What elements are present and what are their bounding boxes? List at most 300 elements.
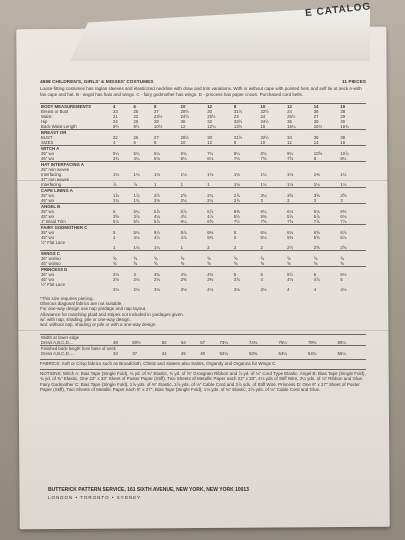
row-label: ½" Flat Lace [41, 281, 65, 287]
table-cell: 3⅝ [313, 192, 320, 198]
table-cell: 4½ [153, 234, 160, 240]
table-cell: 25 [133, 134, 139, 140]
row-label: Breast or Bust [41, 108, 69, 114]
table-cell: 5¼ [180, 155, 187, 161]
table-cell: 5½ [133, 218, 140, 224]
table-cell: 33 [113, 350, 118, 356]
table-cell: 14 [313, 139, 319, 145]
table-cell: 6⅞ [340, 229, 347, 235]
table-cell: 5⅛ [133, 229, 140, 235]
table-cell: ⅝ [113, 255, 117, 261]
table-cell: 22 [113, 134, 118, 140]
table-cell: 1¾ [113, 197, 119, 203]
table-cell: 2⅜ [180, 276, 187, 282]
table-cell: 38 [340, 134, 346, 140]
table-cell: 6 [132, 103, 152, 109]
table-cell: 27 [153, 134, 159, 140]
table-cell: 1 [113, 244, 116, 250]
table-cell: 6¾ [180, 150, 187, 156]
table-cell: 1 [180, 181, 183, 187]
table-cell: 8¼ [233, 150, 240, 156]
table-cell: 5⅛ [153, 155, 160, 161]
row-label: 45" wo [41, 197, 54, 203]
table-cell: ⅝ [313, 260, 318, 266]
table-cell: 3¾ [153, 271, 160, 277]
table-cell: 1⅜ [313, 171, 320, 177]
table-cell: 34½ [260, 118, 269, 124]
table-cell: ⅝ [133, 260, 138, 266]
note-plaid: Allowance for matching plaid and stripes not included in yardages given. [40, 311, 184, 317]
table-cell: 1⅛ [233, 181, 240, 187]
table-cell: 3⅜ [207, 276, 214, 282]
table-cell: ⅝ [180, 255, 185, 261]
row-label: PRINCESS D [40, 266, 112, 272]
table-cell: 4 [113, 139, 116, 145]
table-cell: 5⅛ [260, 234, 267, 240]
table-cell: 29 [340, 113, 346, 119]
table-cell: 6⅛ [207, 155, 214, 161]
table-cell: 4 [112, 103, 132, 109]
table-cell: 4⅛ [287, 276, 294, 282]
table-cell: ⅝ [260, 255, 265, 261]
row-label: 37" non woven [41, 176, 70, 182]
row-label: CAPE LINING A [40, 187, 112, 193]
pattern-title: 4698 CHILDREN'S, GIRLS' & MISSES' COSTUMES [40, 80, 154, 85]
table-cell: 25½ [207, 113, 216, 119]
row-label: HAT INTERFACING A [40, 161, 112, 167]
table-cell: 23½ [153, 113, 163, 119]
table-cell: 1⅛ [133, 171, 140, 177]
table-cell: 3 [133, 271, 136, 277]
table-cell: 7½ [233, 218, 240, 224]
table-cell: 5 [113, 208, 116, 214]
table-cell: 4¾ [207, 271, 214, 277]
table-cell: 73¼ [219, 339, 228, 345]
table-cell: ⅝ [113, 260, 117, 266]
table-cell: 50½ [132, 339, 141, 345]
table-cell: 10 [180, 139, 186, 145]
table-cell: 4⅞ [180, 234, 187, 240]
table-cell: 2⅛ [113, 276, 119, 282]
table-cell: 16 [340, 139, 346, 145]
table-cell: 3⅝ [287, 192, 294, 198]
row-label [40, 287, 112, 292]
table-cell: 3⅛ [180, 286, 187, 292]
row-label: Waist [41, 113, 52, 119]
table-cell: 6¼ [260, 208, 267, 214]
table-cell: 4 [287, 286, 290, 292]
table-cell: 2½ [153, 192, 160, 198]
catalog-title: E CATALOG [304, 1, 372, 20]
measure-heading: Width at lower edge [40, 334, 366, 340]
table-cell: 31½ [233, 134, 243, 140]
table-cell: 2¾ [207, 192, 214, 198]
table-cell: 5 [340, 276, 343, 282]
table-cell: 7⅝ [287, 155, 294, 161]
table-cell: 10½ [153, 123, 163, 129]
table-cell: 12 [287, 139, 292, 145]
row-label: 1" Braid Trim [41, 218, 66, 224]
table-cell: 3⅞ [233, 276, 240, 282]
table-cell: 16¼ [287, 123, 296, 129]
table-cell: 32½ [260, 108, 269, 114]
table-cell: 1¼ [340, 171, 347, 177]
table-cell: 62 [161, 339, 167, 345]
table-cell: 25 [133, 108, 139, 114]
table-cell: 53¾ [249, 350, 258, 356]
table-cell: ⅝ [207, 260, 211, 266]
table-cell: 1 [153, 181, 157, 187]
table-cell: 1¼ [260, 171, 267, 177]
row-label: 45" wo [41, 155, 54, 161]
table-cell: 1⅛ [313, 181, 320, 187]
table-cell: 1¼ [153, 244, 160, 250]
table-cell: 6⅛ [260, 229, 267, 235]
table-cell: 4¼ [153, 213, 160, 219]
table-cell: ⅝ [260, 260, 265, 266]
table-cell: 37 [132, 350, 138, 356]
row-label: ANGEL B [40, 203, 112, 209]
table-cell: 24½ [180, 113, 189, 119]
table-cell: 23 [113, 108, 118, 114]
note-with-nap: w/: with nap, shading, pile or one-way design. [40, 317, 131, 323]
row-label: 35" wo [41, 150, 54, 156]
table-cell: 7⅞ [340, 218, 347, 224]
table-cell: 1⅛ [233, 171, 240, 177]
table-cell: 2⅛ [153, 197, 160, 203]
table-cell: 10⅝ [313, 150, 323, 156]
table-cell: 22 [133, 113, 139, 119]
table-cell: 28 [153, 118, 159, 124]
table-cell: 27 [313, 113, 319, 119]
table-cell: 36 [313, 108, 319, 114]
row-label: Back Waist Length [41, 123, 77, 129]
table-cell: ⅝ [287, 255, 291, 261]
table-cell: 14 [313, 103, 340, 109]
table-cell: ⅞ [133, 181, 138, 187]
table-cell: 12 [206, 103, 233, 109]
table-cell: 4⅛ [207, 286, 214, 292]
row-label: Interfacing [41, 181, 62, 187]
row-label: 45" wo [41, 276, 54, 282]
table-cell: 6⅜ [340, 208, 347, 214]
table-cell: 4⅛ [340, 286, 347, 292]
table-cell: 12 [180, 123, 186, 129]
table-cell: 4½ [180, 213, 187, 219]
table-cell: 25½ [287, 113, 296, 119]
table-cell: 8½ [113, 123, 119, 129]
table-cell: 10 [259, 103, 286, 109]
row-label: 45" wo/wo [41, 260, 61, 266]
table-cell: 74¾ [249, 339, 258, 345]
table-cell: 3¼ [260, 192, 267, 198]
row-label: WITCH A [40, 145, 112, 151]
table-cell: ⅝ [313, 255, 318, 261]
table-cell: 53¼ [219, 350, 228, 356]
table-cell: 4⅞ [207, 213, 214, 219]
table-cell: 5⅞ [313, 213, 320, 219]
table-cell: 13½ [233, 123, 243, 129]
table-cell: 5⅞ [287, 213, 294, 219]
row-label: BUST [41, 134, 53, 140]
table-cell: 3⅝ [340, 192, 347, 198]
table-cell: 36 [313, 134, 319, 140]
row-label: 35" wo [41, 192, 54, 198]
row-label: Hip [41, 118, 48, 124]
row-label: ½" Flat Lace [41, 239, 65, 245]
table-cell: 5⅜ [260, 213, 267, 219]
table-cell: 30 [207, 134, 212, 140]
table-cell: 6⅜ [233, 208, 240, 214]
table-cell: 1⅛ [153, 171, 160, 177]
row-label: FAIRY GODMOTHER C [40, 224, 112, 230]
yardage-table [40, 103, 366, 292]
table-cell: 8 [153, 103, 180, 109]
table-cell: 34 [287, 134, 292, 140]
table-cell: 24 [113, 118, 118, 124]
table-cell: 3⅛ [233, 286, 240, 292]
note-one-way: For one-way design use nap yardage and nap layout. [40, 306, 147, 312]
table-cell: 5⅞ [153, 208, 160, 214]
table-cell: 8 [313, 155, 317, 161]
table-cell: 10⅞ [340, 150, 349, 156]
table-cell: 23 [233, 113, 239, 119]
table-cell: 5⅞ [340, 234, 347, 240]
table-cell: 8¾ [260, 150, 267, 156]
table-cell: 3⅝ [113, 213, 119, 219]
table-cell: 7⅜ [260, 155, 267, 161]
table-cell: 5 [260, 271, 263, 277]
table-cell: 9½ [133, 123, 140, 129]
table-cell: 31½ [233, 108, 243, 114]
table-cell: 1⅛ [207, 171, 214, 177]
table-cell: 4 [260, 276, 263, 282]
publisher-footer [48, 487, 368, 500]
note-piecing: *This size requires piecing. [40, 295, 94, 301]
table-cell: 2⅛ [133, 276, 140, 282]
table-cell: 2 [233, 244, 237, 250]
row-label: Dress A,B,C,D..... [41, 350, 75, 356]
pattern-pieces: 11 PIECES [342, 80, 366, 85]
table-cell: 9¼ [287, 150, 294, 156]
table-cell: 3 [313, 197, 317, 203]
table-cell: ⅝ [340, 260, 344, 266]
table-cell: 8 [233, 139, 237, 145]
table-cell: 16¾ [340, 123, 349, 129]
table-cell: 1⅛ [180, 171, 187, 177]
table-cell: 1⅛ [340, 181, 347, 187]
table-cell: 38 [313, 118, 319, 124]
table-cell: 6⅛ [313, 208, 320, 214]
table-cell: 76¼ [278, 339, 287, 345]
table-cell: 12 [207, 139, 212, 145]
table-cell: 4⅛ [133, 234, 140, 240]
table-cell: 1⅞ [113, 192, 119, 198]
table-cell: 6⅝ [207, 218, 214, 224]
table-cell: 5 [233, 234, 237, 240]
table-cell: 32½ [260, 134, 269, 140]
row-label: 35" wo [41, 208, 54, 214]
table-cell: 30 [180, 118, 186, 124]
table-cell: 54¾ [308, 350, 317, 356]
table-cell: 2⅛ [113, 286, 119, 292]
table-cell: 2⅛ [133, 286, 140, 292]
table-cell: 40 [340, 118, 346, 124]
table-cell: 55¼ [337, 350, 346, 356]
table-cell: 1⅛ [113, 171, 119, 177]
table-cell: 12¾ [207, 123, 216, 129]
row-label: Interfacing [41, 171, 62, 177]
table-cell: 5½ [153, 229, 160, 235]
table-cell: ⅝ [133, 255, 138, 261]
table-cell: 2⅝ [340, 244, 347, 250]
table-cell: 5⅞ [153, 218, 160, 224]
table-cell: 64 [181, 339, 186, 345]
table-cell: ⅝ [233, 260, 238, 266]
table-cell: 6 [133, 139, 136, 145]
table-cell: 12 [286, 103, 313, 109]
row-label: 35" wo/wo [41, 255, 61, 261]
table-cell: 6⅞ [207, 208, 214, 214]
table-cell: 3⅞ [133, 213, 140, 219]
table-cell: 6⅛ [340, 271, 347, 277]
table-cell: 6 [233, 229, 237, 235]
table-cell: 8¼ [340, 155, 347, 161]
table-cell: ⅝ [180, 260, 185, 266]
table-cell: 48 [113, 339, 118, 345]
table-cell: 10 [260, 139, 266, 145]
width-table [40, 334, 366, 356]
table-cell: 15 [260, 123, 266, 129]
row-label: 35" wo [41, 229, 54, 235]
row-label: SIZES [41, 139, 54, 145]
row-label: WINGS C [40, 250, 112, 256]
table-cell: 30 [207, 108, 212, 114]
table-cell: 16½ [313, 123, 323, 129]
table-cell: 28½ [180, 108, 189, 114]
table-cell: 7⅝ [260, 218, 267, 224]
table-cell: 5 [113, 229, 116, 235]
row-label: Dress A,B,C,D.... [41, 339, 74, 345]
table-cell: 5¼ [113, 150, 119, 156]
table-cell: 67 [200, 339, 206, 345]
row-label: BREAST OR [40, 129, 112, 135]
table-cell: 2⅝ [180, 192, 187, 198]
table-cell: 6⅜ [207, 229, 214, 235]
table-cell: 6¼ [180, 218, 187, 224]
table-cell: 1⅛ [287, 171, 294, 177]
table-cell: 4 [313, 286, 317, 292]
table-cell: 5⅞ [180, 208, 187, 214]
table-cell: ⅝ [233, 255, 238, 261]
pattern-info [40, 80, 366, 392]
table-cell: 4¾ [180, 271, 187, 277]
table-cell: 5⅛ [113, 218, 119, 224]
table-cell: 49 [200, 350, 206, 356]
publisher-address: BUTTERICK PATTERN SERVICE, 161 SIXTH AVENUE, NEW YORK, NEW YORK 10013 [48, 487, 249, 493]
table-cell: 2 [207, 244, 210, 250]
row-label: BODY MEASUREMENTS [40, 103, 112, 109]
notions-text: NOTIONS: Witch A: Bias Tape (Single Fold), ¾ yd. of ⅜" Elastic, ¾ yd. of ⅝" Grosgrain Ribbon and ⅞ yd. of ⅛" Cord Type Elastic. Angel B: Bias Tape (Single Fold), ¾ yd. of ⅜" Elastic, One 22" x 33" Sheet of Poster Paper (Stiff), Two Sheets of Metallic Paper each 22" x 33", 4⅛ yds of Stiff Wire, 3¼ yds. of ⅛" Ribbon and Glue. Fairy Godmother C: Bias Tape (Single Fold), 1⅞ yds. of ⅜" Elastic, 2⅞ yds. of ⅛" Cable Cord and 2⅞ yds. of Stiff Wire. Princess D: One 6" x 27" Sheet of Poster Paper (Stiff), Two Sheets of Metallic Paper each 6" x 27", Bias Tape (Single Fold), 1⅛ yds. of ⅜" Elastic, 2⅞ yds. of ⅛" Cable Cord and Glue. [40, 370, 366, 392]
table-cell: 78¾ [308, 339, 317, 345]
row-label: 45" wo [41, 213, 54, 219]
table-cell: 3 [340, 197, 343, 203]
table-cell: 16 [339, 103, 366, 109]
table-cell: 6¼ [153, 150, 160, 156]
table-cell: 5¼ [133, 208, 140, 214]
table-cell: 6⅛ [287, 208, 294, 214]
table-cell: 3¾ [113, 155, 119, 161]
table-cell: 1 [180, 244, 183, 250]
table-cell: 7¼ [207, 150, 214, 156]
table-cell: 80¼ [337, 339, 346, 345]
row-label: 45" wo [41, 234, 54, 240]
table-cell: 1⅞ [133, 192, 140, 198]
table-cell: ⅝ [153, 255, 158, 261]
fabrics-text: FABRICS: Soft or Crisp fabrics such as Broadcloth, Chintz and Sateen also Satins, Organdy and Organza for Wings C. [40, 359, 366, 366]
table-cell: 6⅝ [313, 229, 320, 235]
table-cell: 2⅝ [313, 244, 320, 250]
table-cell: 6⅛ [287, 229, 294, 235]
table-cell: 1⅛ [287, 181, 294, 187]
table-cell: 8 [153, 139, 157, 145]
row-label: 25" non woven [41, 166, 70, 172]
table-cell: 54¼ [278, 350, 287, 356]
table-cell: 2⅛ [113, 271, 119, 277]
table-cell: ⅞ [113, 181, 117, 187]
table-row [40, 287, 366, 292]
note-diagonal: Obvious diagonal fabrics are not suitable. [40, 301, 123, 307]
table-cell: 5⅝ [313, 234, 320, 240]
table-cell: 2⅞ [233, 197, 240, 203]
table-cell: 8 [233, 103, 260, 109]
table-row [40, 351, 366, 356]
table-cell: 41 [161, 350, 167, 356]
table-cell: 1⅛ [133, 244, 140, 250]
table-cell: 45 [181, 350, 186, 356]
table-cell: 5⅞ [180, 229, 187, 235]
table-cell: 5⅜ [287, 234, 294, 240]
table-cell: 7⅞ [313, 218, 320, 224]
table-cell: 5 [233, 271, 237, 277]
publisher-cities: LONDON • TORONTO • SYDNEY [48, 495, 142, 500]
table-cell: 5½ [233, 213, 240, 219]
table-cell: 24 [260, 113, 266, 119]
table-cell: 5½ [287, 271, 294, 277]
table-cell: 2¼ [207, 197, 214, 203]
table-cell: 7⅝ [287, 218, 294, 224]
pattern-description: Loose-fitting costumes has raglan sleeves and elasticized neckline with draw and trim variations. With or without cape with pointed hem and self tie at neck A-with fan cape and hat. B - angel has halo and wings. C - fairy godmother has wings. D - princess has paper crown. Purchased cord belts. [40, 86, 362, 97]
table-cell: 38 [340, 108, 346, 114]
table-cell: 33½ [233, 118, 243, 124]
table-cell: 28½ [180, 134, 189, 140]
table-cell: 3⅛ [260, 286, 267, 292]
table-cell: 1⅛ [260, 181, 267, 187]
table-cell: 2⅛ [153, 276, 160, 282]
table-cell: 7⅛ [233, 155, 240, 161]
table-cell: 3 [260, 197, 263, 203]
table-cell: 2½ [287, 244, 294, 250]
table-cell: 2⅞ [233, 192, 240, 198]
table-cell: ⅝ [207, 255, 211, 261]
table-cell: ⅝ [287, 260, 291, 266]
table-cell: 21 [113, 113, 118, 119]
table-cell: 26 [133, 118, 139, 124]
table-cell: 3⅛ [153, 286, 160, 292]
table-cell: ⅝ [153, 260, 158, 266]
table-cell: 2 [260, 244, 263, 250]
table-cell: 1¾ [133, 197, 140, 203]
